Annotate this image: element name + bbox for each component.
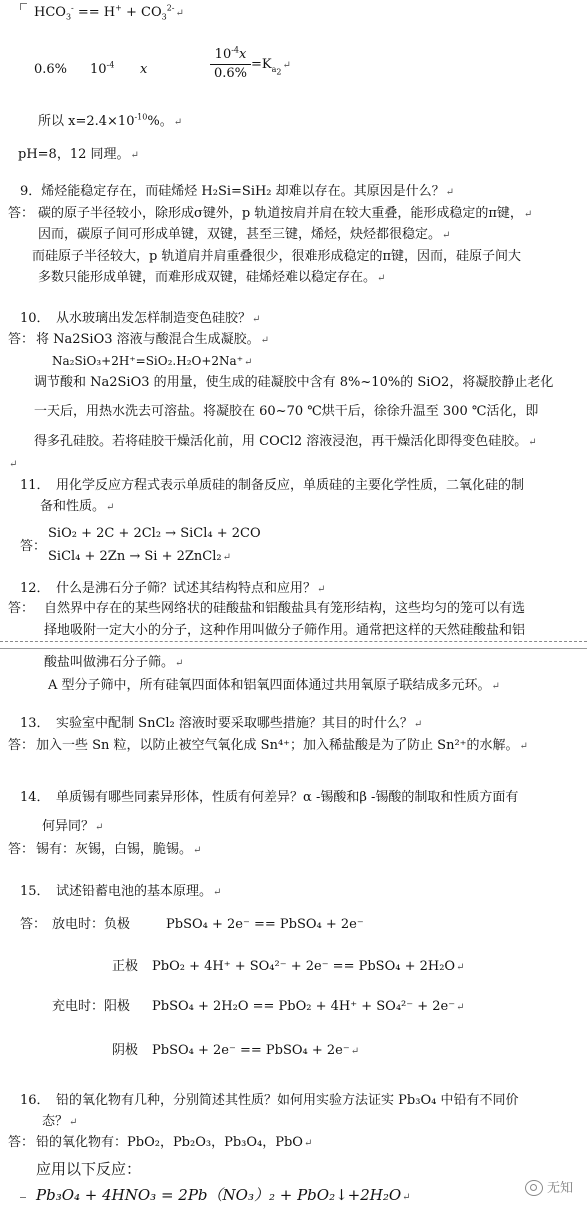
q15-discharge-positive: PbO₂ + 4H⁺ + SO₄²⁻ + 2e⁻ == PbSO₄ + 2H₂O↵: [152, 959, 465, 974]
q9-question: 9．烯烃能稳定存在，而硅烯烃 H₂Si=SiH₂ 却难以存在。其原因是什么？↵: [20, 184, 455, 199]
q10-body-1: 调节酸和 Na2SiO3 的用量，使生成的硅凝胶中含有 8%~10%的 SiO2，将凝胶静止老化: [34, 375, 554, 390]
q11-eq-2: SiCl₄ + 2Zn → Si + 2ZnCl₂↵: [48, 549, 231, 564]
q13-answer-label: 答：: [8, 738, 35, 753]
ka-row-c2: $10^{-4}$: [90, 60, 115, 77]
q15-charge-label: 充电时：阳极: [52, 999, 131, 1014]
q15-charge-cathode: PbSO₄ + 2e⁻ == PbSO₄ + 2e⁻↵: [152, 1043, 360, 1058]
q11-answer-label: 答：: [20, 539, 47, 554]
q15-discharge-negative: PbSO₄ + 2e⁻ == PbSO₄ + 2e⁻: [166, 917, 364, 932]
q9-answer-label: 答：: [8, 206, 35, 221]
so-x-line: 所以 $x=2.4\times 10^{-10}\%$。↵: [38, 112, 183, 129]
crop-mark: [20, 3, 27, 10]
q15-discharge-label: 放电时：负极: [52, 917, 131, 932]
q9-answer-3: 而硅原子半径较大，p 轨道肩并肩重叠很少，很难形成稳定的π键，因而，硅原子间大: [32, 249, 521, 264]
q12-question: 12． 什么是沸石分子筛？试述其结构特点和应用？↵: [20, 581, 326, 596]
q10-equation: Na₂SiO₃+2H⁺=SiO₂.H₂O+2Na⁺↵: [52, 354, 253, 368]
eq-hco3: $HCO_3^- == H^+$ + $CO_3^{2-}↵$: [34, 3, 184, 22]
q16-answer-2: 应用以下反应：: [36, 1160, 142, 1178]
q9-answer-2: 因而，碳原子间可形成单键，双键，甚至三键，烯烃，炔烃都很稳定。↵: [38, 227, 451, 242]
q16-question-2: 态？↵: [42, 1114, 78, 1129]
q10-body-2: 一天后，用热水洗去可溶盐。将凝胶在 60~70 ℃烘干后，徐徐升温至 300 ℃活化，即: [34, 404, 539, 419]
q10-question: 10． 从水玻璃出发怎样制造变色硅胶？↵: [20, 311, 261, 326]
q11-question-1: 11． 用化学反应方程式表示单质硅的制备反应，单质硅的主要化学性质，二氧化硅的制: [20, 478, 525, 493]
q11-eq-1: SiO₂ + 2C + 2Cl₂ → SiCl₄ + 2CO: [48, 526, 261, 541]
watermark: 无知: [525, 1177, 573, 1197]
q10-body-3: 得多孔硅胶。若将硅胶干燥活化前，用 COCl2 溶液浸泡，再干燥活化即得变色硅胶。↵: [34, 434, 537, 449]
q14-question-2: 何异同？↵: [42, 819, 104, 834]
q16-answer-1: 铅的氧化物有：PbO₂，Pb₂O₃，Pb₃O₄，PbO↵: [36, 1135, 313, 1150]
page-break-line: [0, 641, 587, 642]
q10-answer-1: 将 Na2SiO3 溶液与酸混合生成凝胶。↵: [36, 332, 270, 347]
ka-fraction: $\frac{10^{-4}x}{0.6\%}$ $=K_{a_2}↵$: [210, 46, 291, 83]
crop-mark: [20, 1197, 26, 1204]
q15-positive-label: 正极: [112, 959, 139, 974]
q16-equation: Pb₃O₄ + 4HNO₃ = 2Pb（NO₃）₂ + PbO₂↓+2H₂O↵: [36, 1186, 411, 1204]
q12-answer-2: 择地吸附一定大小的分子，这种作用叫做分子筛作用。通常把这样的天然硅酸盐和铝: [44, 623, 526, 638]
wechat-logo-icon: [525, 1180, 543, 1196]
q16-answer-label: 答：: [8, 1135, 35, 1150]
page-break-line: [0, 648, 587, 649]
q14-answer-label: 答：: [8, 842, 35, 857]
q14-question-1: 14． 单质锡有哪些同素异形体，性质有何差异？α -锡酸和β -锡酸的制取和性质方面有: [20, 790, 519, 805]
q9-answer-4: 多数只能形成单键，而难形成双键，硅烯烃难以稳定存在。↵: [38, 270, 386, 285]
q16-question-1: 16． 铅的氧化物有几种，分别简述其性质？如何用实验方法证实 Pb₃O₄ 中铅有不同价: [20, 1093, 519, 1108]
ka-row-c3: x: [140, 62, 148, 77]
q13-answer-1: 加入一些 Sn 粒，以防止被空气氧化成 Sn⁴⁺；加入稀盐酸是为了防止 Sn²⁺的水解。↵: [36, 738, 528, 753]
q10-answer-label: 答：: [8, 332, 35, 347]
q12-answer-3: 酸盐叫做沸石分子筛。↵: [44, 655, 184, 670]
q15-cathode-label: 阴极: [112, 1043, 139, 1058]
q15-answer-label: 答：: [20, 917, 47, 932]
q9-answer-1: 碳的原子半径较小，除形成σ键外，p 轨道按肩并肩在较大重叠，能形成稳定的π键，↵: [38, 206, 533, 221]
ph-line: pH=8，12 同理。↵: [18, 147, 139, 162]
q12-answer-4: A 型分子筛中，所有硅氧四面体和铝氧四面体通过共用氧原子联结成多元环。↵: [48, 678, 500, 693]
q12-answer-1: 自然界中存在的某些网络状的硅酸盐和铝酸盐具有笼形结构，这些均匀的笼可以有选: [44, 601, 526, 616]
q11-question-2: 备和性质。↵: [40, 499, 115, 514]
ka-row: 0.6%: [34, 62, 68, 77]
blank-line: ↵: [9, 459, 18, 470]
q15-question: 15． 试述铅蓄电池的基本原理。↵: [20, 884, 222, 899]
q13-question: 13． 实验室中配制 SnCl₂ 溶液时要采取哪些措施？其目的时什么？↵: [20, 716, 423, 731]
q14-answer-1: 锡有：灰锡，白锡，脆锡。↵: [36, 842, 202, 857]
q15-charge-anode: PbSO₄ + 2H₂O == PbO₂ + 4H⁺ + SO₄²⁻ + 2e⁻↵: [152, 999, 465, 1014]
q12-answer-label: 答：: [8, 601, 35, 616]
